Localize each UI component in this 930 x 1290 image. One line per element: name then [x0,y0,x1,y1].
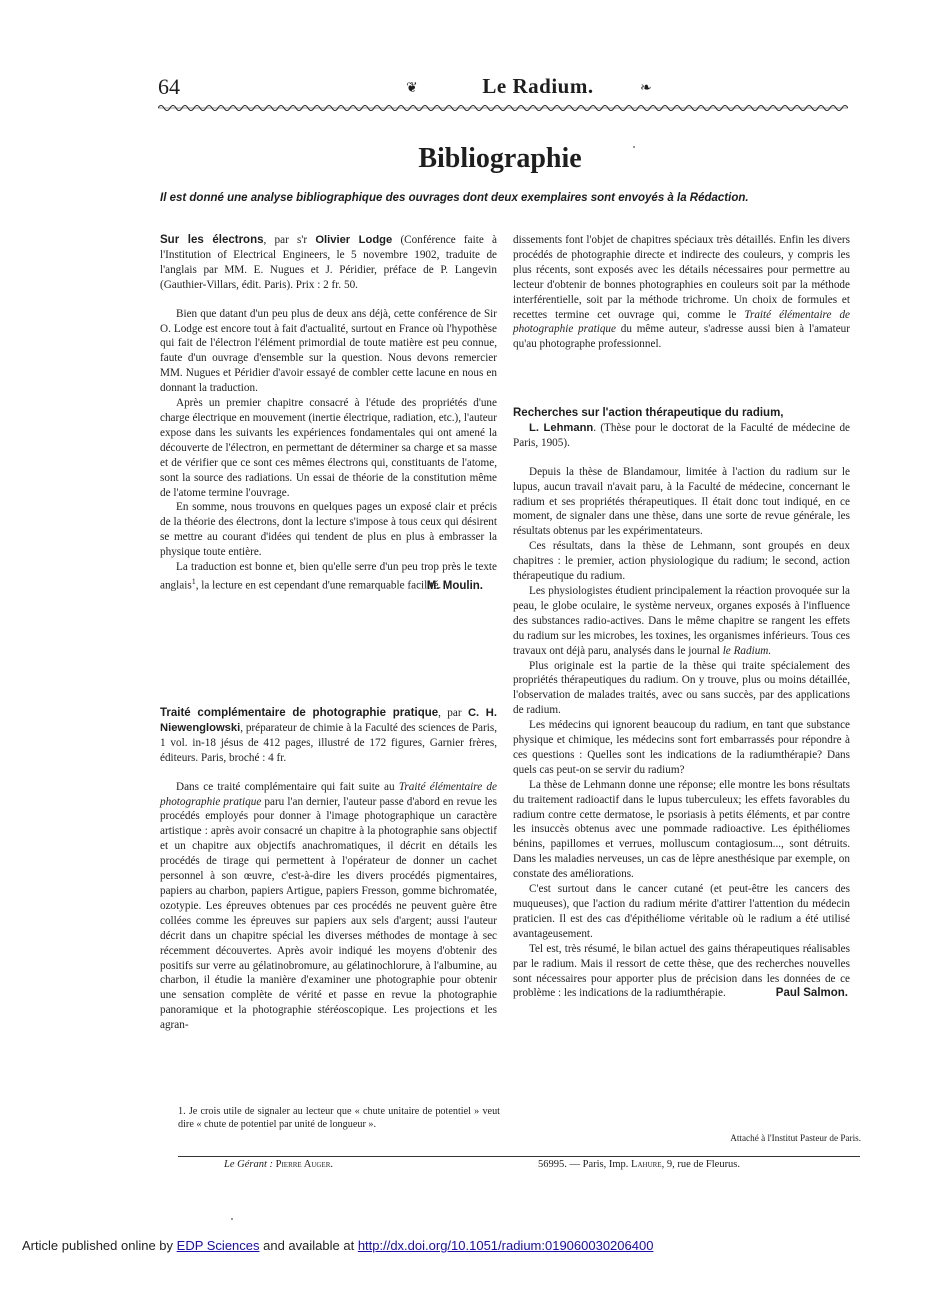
book-title: Traité élémentaire de photographie pratique [513,308,851,336]
review-paragraph: Tel est, très résumé, le bilan actuel des gains thérapeutiques réalisables par le radium. Mais il ressort de cette thèse, que des recherches nouvelles sont nécessaires pour apporter plus de précision dans les données de ce problème : les indications de la radiumthérapie. [513,942,850,1000]
review-citation: , préparateur de chimie à la Faculté des sciences de Paris, 1 vol. in-18 jésus de 412 pages, illustré de 172 figures, Garnier frères, éditeurs. Paris, broché : 4 fr. [160,721,497,764]
review-author: C. H. Niewenglowski [160,707,497,734]
page-title: Bibliographie [418,143,582,174]
review-paragraph: Après un premier chapitre consacré à l'étude des propriétés d'une charge électrique en mouvement (inertie électrique, radiation, etc.), l'auteur expose dans les suivants les expériences fondamentales qui ont amené la découverte de l'électron, en permettant de déterminer sa charge et sa masse et de vérifier que ce sont ces mêmes électrons qui, constituants de l'atome, sont la source des radiations. Un essai de théorie de la constitution même de l'atome termine l'ouvrage. [160,397,497,499]
footnote: 1. Je crois utile de signaler au lecteur que « chute unitaire de potentiel » veut dire « chute de potentiel par unité de longueur ». [178,1106,500,1130]
review-electrons-header: Sur les électrons, par s'r Olivier Lodge (Conférence faite à l'Institution of Electrical Engineers, le 5 novembre 1902, traduite de l'anglais par MM. E. Nugues et J. Péridier, préface de P. Langevin (Gauthier-Villars, édit. Paris). Prix : 2 fr. 50. [160,234,497,291]
review-paragraph: Les physiologistes étudient principalement la réaction provoquée sur la peau, le globe oculaire, le système nerveux, organes exposés à l'influence des substances radio-actives. Dans le même chapitre se rangent les effets du radium sur les microbes, les toxines, les organismes inférieurs. Tous ces travaux ont déjà paru, analysés dans le journal le Radium. [513,584,850,657]
review-paragraph: Ces résultats, dans la thèse de Lehmann, sont groupés en deux chapitres : le premier, action physiologique du radium; le second, action thérapeutique du radium. [513,540,850,583]
print-speck [231,1218,233,1220]
review-heading: Recherches sur l'action thérapeutique du radium, [513,407,784,419]
review-paragraph: Les médecins qui ignorent beaucoup du radium, en tant que substance physique et chimique, les médecins sont fort embarrassés pour répondre à ces questions : Quelles sont les indications de la radiumthérapie? Dans quels cas peut-on se servir du radium? [513,719,850,776]
footer-rule [178,1156,860,1157]
review-citation: . (Thèse pour le doctorat de la Faculté de médecine de Paris, 1905). [513,421,851,449]
review-signature: M. Moulin. [426,579,483,592]
gerant-line: Le Gérant : Pierre Auger. [224,1159,333,1170]
publisher-link[interactable]: EDP Sciences [176,1238,260,1253]
fleuron-right-icon: ❧ [640,81,652,96]
review-citation: (Conférence faite à l'Institution of Electrical Engineers, le 5 novembre 1902, traduite de l'anglais par MM. E. Nugues et J. Péridier, préface de P. Langevin (Gauthier-Villars, édit. Paris). Prix : 2 fr. 50. [160,234,497,291]
running-head [158,74,848,102]
review-radium [513,406,850,1001]
wavy-rule [158,102,848,114]
review-photographie-header: Traité complémentaire de photographie pratique, par C. H. Niewenglowski, préparateur de chimie à la Faculté des sciences de Paris, 1 vol. in-18 jésus de 412 pages, illustré de 172 figures, Garnier frères, éditeurs. Paris, broché : 4 fr. [160,707,497,764]
review-paragraph: Plus originale est la partie de la thèse qui traite spécialement des propriétés thérapeutiques du radium. On y trouve, plus ou moins détaillée, l'observation de malades traités, avec ou sans succès, par des applications de radium. [513,659,850,717]
review-paragraph: En somme, nous trouvons en quelques pages un exposé clair et précis de la théorie des électrons, dont la lecture s'impose à tous ceux qui désirent se mettre au courant d'idées qui tendent de plus en plus à embrasser la physique toute entière. [160,501,497,559]
page-number: 64 [158,74,180,99]
review-heading: Traité complémentaire de photographie pratique [160,707,439,719]
review-paragraph: Depuis la thèse de Blandamour, limitée à l'action du radium sur le lupus, aucun travail n'avait paru, à la Faculté de médecine, concernant le radium et ses propriétés thérapeutiques. Il était donc tout indiqué, en ce moment, de signaler dans une thèse, dans une sorte de revue générale, les résultats obtenus par les expérimentateurs. [513,465,850,538]
review-heading: Sur les électrons [160,234,264,246]
review-paragraph: La thèse de Lehmann donne une réponse; elle montre les bons résultats du traitement radioactif dans le lupus tuberculeux; les effets favorables du radium contre cette dermatose, le psoriasis à petits éléments, et par contre les insuccès obtenus avec une pommade radioactive. Les épithéliomes bénins, papillomes et verrues, molluscum contagiosum..., sont détruits. Dans les maladies nerveuses, un cas de lèpre anesthésique par exemple, on constate des améliorations. [513,778,850,881]
review-paragraph: La traduction est bonne et, bien qu'elle serre d'un peu trop près le texte anglais$^1$, la lecture en est cependant d'une remarquable facilité. [160,561,497,592]
review-paragraph: C'est surtout dans le cancer cutané (et peut-être les cancers des muqueuses), que l'action du radium mérite d'attirer l'attention du médecin praticien. Il est des cas d'épithéliome véritable où le radium a été utilisé avantageusement. [513,883,850,940]
review-paragraph: Bien que datant d'un peu plus de deux ans déjà, cette conférence de Sir O. Lodge est encore tout à fait d'actualité, surtout en France où l'hypothèse qui fait de l'électron l'élément primordial de toute matière est peu connue, faute d'un ouvrage d'ensemble sur la question. Nous devons remercier MM. Nugues et Péridier d'avoir essayé de combler cette lacune en nous en donnant la traduction. [160,307,497,395]
print-speck [633,146,635,148]
editorial-notice: Il est donné une analyse bibliographique des ouvrages dont deux exemplaires sont envoyés à la Rédaction. [160,192,749,204]
review-electrons [160,233,497,593]
author-affiliation: Attaché à l'Institut Pasteur de Paris. [730,1133,861,1143]
doi-link[interactable]: http://dx.doi.org/10.1051/radium:019060030206400 [357,1238,654,1253]
review-paragraph: dissements font l'objet de chapitres spéciaux très détaillés. Enfin les divers procédés de photographie directe et indirecte des couleurs, y compris les plus récents, sont exposés avec les détails nécessaires pour permettre au lecteur d'obtenir de bonnes photographies en couleurs soit par la méthode interférentielle, soit par la méthode trichrome. Un choix de formules et recettes termine cet ouvrage qui, comme le Traité élémentaire de photographie pratique du même auteur, s'adresse aussi bien à l'amateur qu'au photographe professionnel. [513,234,851,351]
fleuron-left-icon: ❦ [406,81,418,96]
review-author: L. Lehmann [529,421,594,434]
journal-title: Le Radium. [482,74,594,98]
footnote-marker: 1 [191,576,196,586]
review-paragraph: Dans ce traité complémentaire qui fait suite au Traité élémentaire de photographie pratique paru l'an dernier, l'auteur passe d'abord en revue les procédés employés pour donner à l'image photographique un caractère artistique : après avoir consacré un chapitre à la photographie sans objectif et un chapitre aux objectifs anachromatiques, il décrit en détails les procédés de tirage qui permettent à l'opérateur de donner un cachet personnel à son œuvre, c'est-à-dire les divers procédés pigmentaires, papiers au charbon, papiers Artigue, papiers Fresson, gomme bichromatée, ozotypie. Les épreuves obtenues par ces procédés ne peuvent guère être collées comme les épreuves sur papiers aux sels d'argent; aussi l'auteur décrit dans un chapitre spécial les diverses méthodes de montage à sec récemment découvertes. Après avoir indiqué les moyens d'obtenir des positifs sur verre au gélatinobromure, au gélatinochlorure, à l'albumine, au charbon, il étudie la manière d'examiner une photographie pour obtenir une sensation complète de vérité et passe en revue la photographie panoramique et la photographie stéréoscopique. Les projections et les agran- [160,780,497,1032]
review-signature: Paul Salmon. [775,987,848,1000]
review-photographie-continued [513,233,850,352]
review-photographie [160,706,497,1033]
review-radium-header [513,406,850,451]
online-notice: Article published online by EDP Sciences and available at http://dx.doi.org/10.1051/radium:019060030206400 [22,1238,654,1253]
review-author: Olivier Lodge [315,234,393,246]
printer-line: 56995. — Paris, Imp. Lahure, 9, rue de Fleurus. [538,1159,741,1170]
journal-reference: le Radium. [722,644,772,657]
book-title: Traité élémentaire de photographie pratique [160,780,497,808]
